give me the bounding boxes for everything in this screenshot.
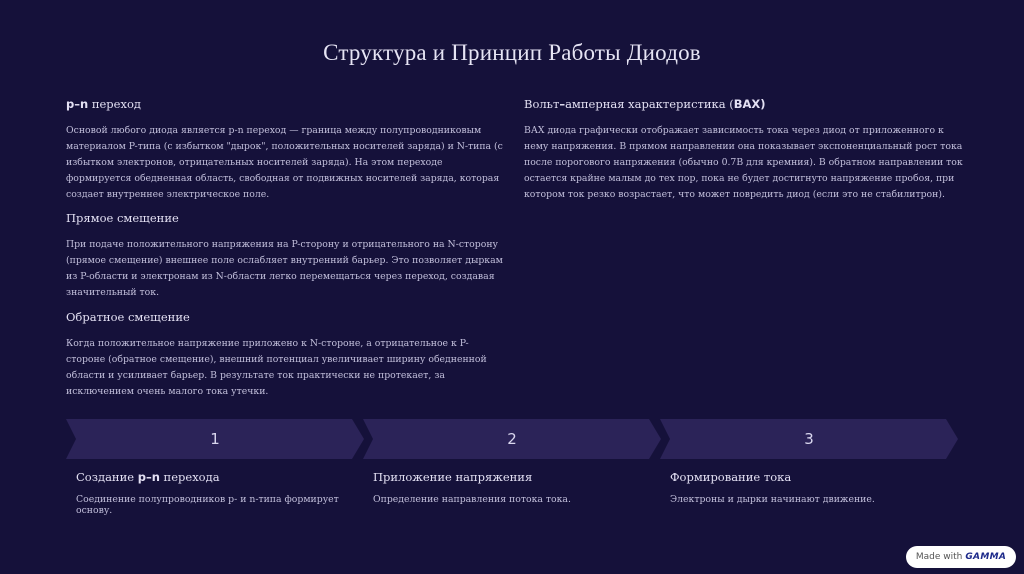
chevron-step-2 <box>363 419 661 459</box>
step-1-title-c: перехода <box>159 470 220 484</box>
process-chevrons <box>66 419 958 459</box>
pn-junction-text: Основой любого диода является p-n переход — граница между полупроводниковым материалом P-типа (с избытком "дырок", положительных носителей заряда) и N-типа (с избытком электронов, отрицательных носителей заряда). На этом переходе формируется обедненная область, свободная от подвижных носителей заряда, которая создает внутреннее электрическое поле. <box>66 125 503 200</box>
chevron-step-1 <box>66 419 364 459</box>
pn-junction-heading <box>66 97 506 111</box>
right-column <box>524 97 964 203</box>
step-1 <box>76 470 366 516</box>
step-2 <box>373 470 663 505</box>
step-3 <box>670 470 960 505</box>
vax-heading <box>524 97 964 111</box>
made-with-gamma-badge[interactable] <box>906 546 1016 568</box>
step-3-title: Формирование тока <box>670 470 792 484</box>
step-number-3: 3 <box>804 430 814 448</box>
step-2-text: Определение направления потока тока. <box>373 494 571 505</box>
step-3-text: Электроны и дырки начинают движение. <box>670 494 875 505</box>
page-title: Структура и Принцип Работы Диодов <box>323 40 701 65</box>
forward-bias-text: При подаче положительного напряжения на P-сторону и отрицательного на N-сторону (прямое смещение) внешнее поле ослабляет внутренний барьер. Это позволяет дыркам из P-области и электронам из N-области легко перемещаться через переход, создавая значительный ток. <box>66 239 503 298</box>
reverse-bias-text: Когда положительное напряжение приложено к N-стороне, а отрицательное к P-стороне (обратное смещение), внешний потенциал увеличивает ширину обедненной области и усиливает барьер. В результате ток практически не протекает, за исключением очень малого тока утечки. <box>66 338 487 397</box>
step-1-title-b: p–n <box>137 470 160 484</box>
chevron-step-3 <box>660 419 958 459</box>
step-1-title-a: Создание <box>76 470 138 484</box>
pn-bold: p–n <box>66 97 89 111</box>
vax-head-a: Вольт <box>524 97 560 111</box>
vax-text: ВАХ диода графически отображает зависимость тока через диод от приложенного к нему напряжения. В прямом направлении она показывает экспоненциальный рост тока после порогового напряжения (обычно 0.7В для кремния). В обратном направлении ток остается крайне малым до тех пор, пока не будет достигнуто напряжение пробоя, при котором ток резко возрастает, что может повредить диод (если это не стабилитрон). <box>524 125 963 200</box>
vax-head-e: ) <box>760 97 766 111</box>
step-number-1: 1 <box>210 430 220 448</box>
reverse-bias-heading: Обратное смещение <box>66 310 190 324</box>
step-2-title: Приложение напряжения <box>373 470 533 484</box>
step-1-title <box>76 470 366 484</box>
made-with-label: Made with <box>915 552 963 562</box>
reverse-bias-section <box>66 310 506 400</box>
forward-bias-heading: Прямое смещение <box>66 211 179 225</box>
pn-junction-section <box>66 97 506 203</box>
pn-rest: переход <box>88 97 141 111</box>
vax-head-b: – <box>559 97 566 111</box>
step-1-text: Соединение полупроводников p- и n-типа формирует основу. <box>76 494 339 516</box>
vax-head-c: амперная характеристика ( <box>565 97 734 111</box>
vax-head-d: ВАХ <box>733 97 761 111</box>
forward-bias-section <box>66 211 506 301</box>
step-number-2: 2 <box>507 430 517 448</box>
gamma-brand: GAMMA <box>965 552 1007 562</box>
